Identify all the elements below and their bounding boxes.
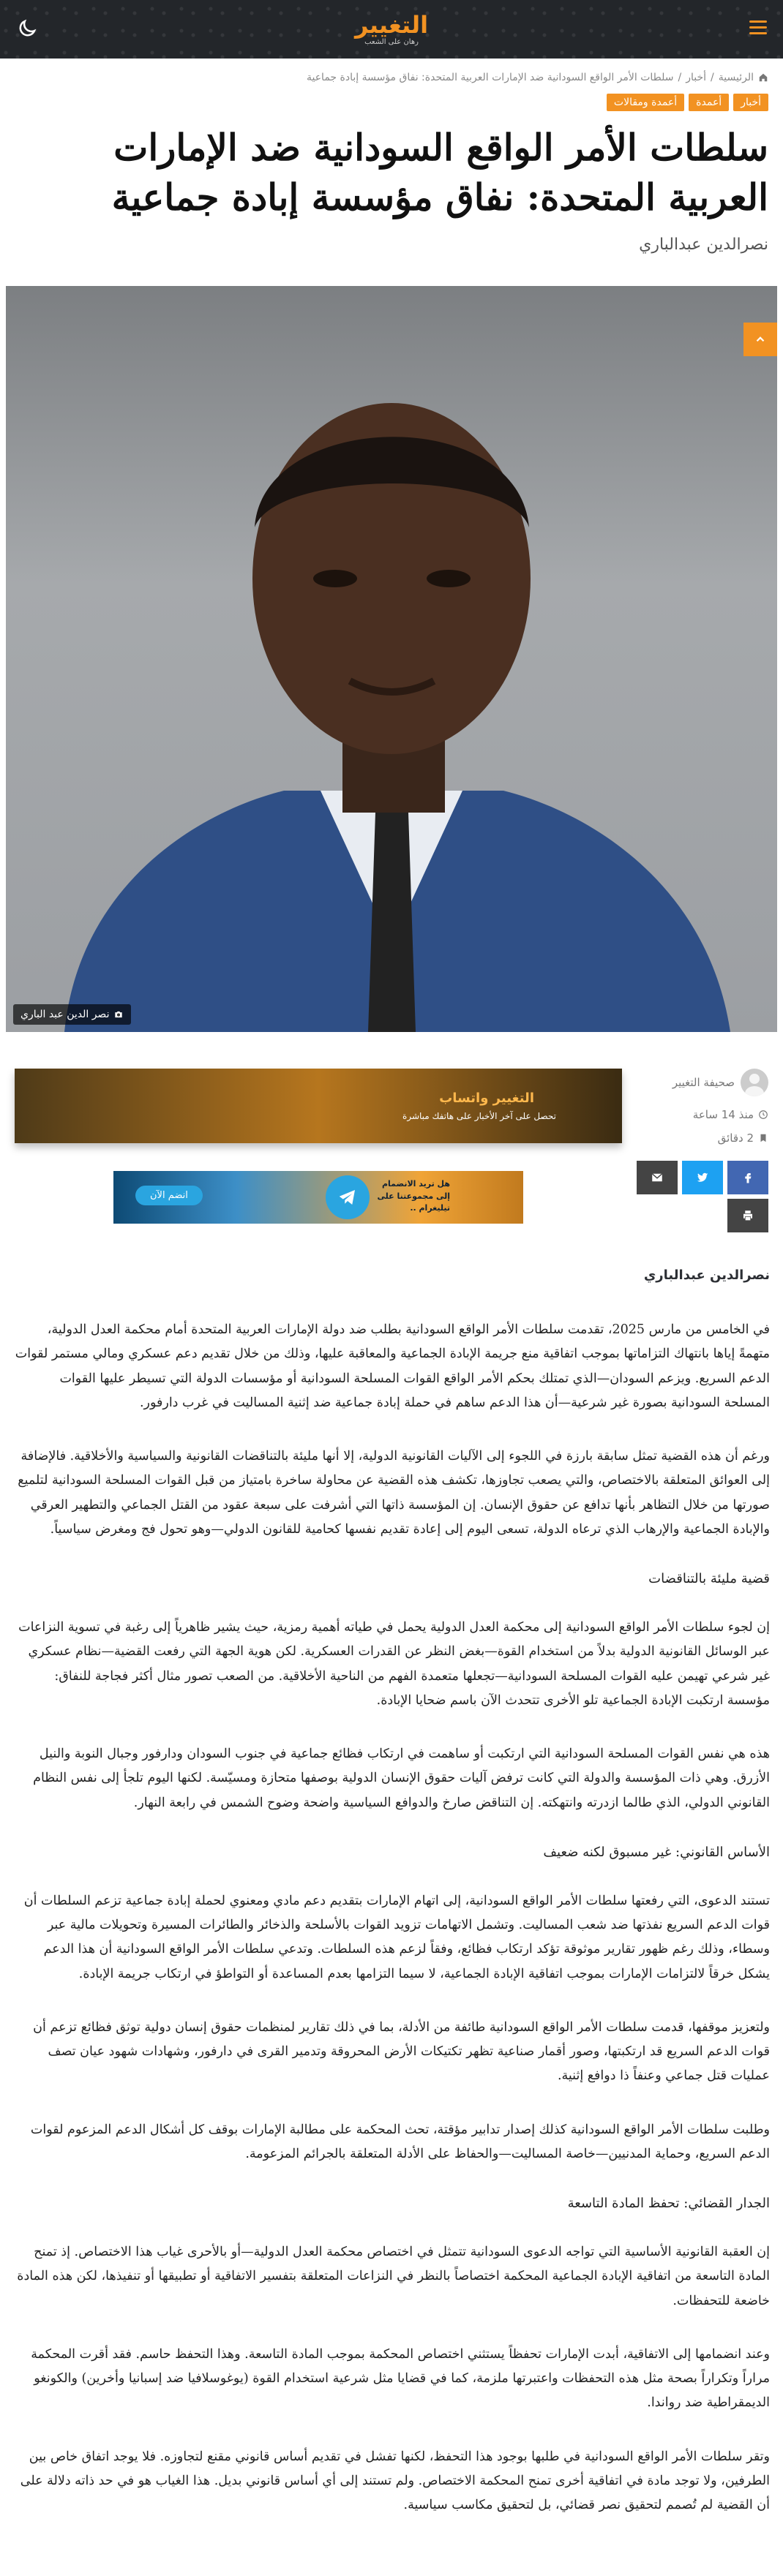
category-tags	[15, 94, 768, 111]
category-tag[interactable]: أعمدة	[689, 94, 729, 111]
article-paragraph: وطلبت سلطات الأمر الواقع السودانية كذلك إصدار تدابير مؤقتة، تحث المحكمة على مطالبة الإمارات بوقف كل أشكال الدعم المزعوم لقوات الدعم السريع، وحماية المدنيين—خاصة المساليت—والحفاظ على الأدلة المتعلقة بالجرائم المزعومة.	[30, 2122, 770, 2161]
envelope-icon	[651, 1171, 664, 1184]
breadcrumb-current: سلطات الأمر الواقع السودانية ضد الإمارات العربية المتحدة: نفاق مؤسسة إبادة جماعية	[306, 72, 674, 83]
article-paragraph: في الخامس من مارس 2025، تقدمت سلطات الأمر الواقع السودانية بطلب ضد دولة الإمارات العربية المتحدة أمام محكمة العدل الدولية، متهمةً إياها بانتهاك التزاماتها بموجب اتفاقية منع جريمة الإبادة الجماعية والمعاقبة عليها، وذلك من خلال تقديم دعم عسكري ومالي مستمر لقوات الدعم السريع. ويزعم السودان—الذي تمتلك بحكم الأمر الواقع القوات المسلحة السودانية أو مؤسسات الدولة التي تسيطر عليها القوات المسلحة السودانية بصورة غير شرعية—أن هذا الدعم ساهم في حملة إبادة جماعية ضد إثنية المساليت في غرب دارفور.	[15, 1322, 770, 1410]
article-paragraph: هذه هي نفس القوات المسلحة السودانية التي ارتكبت أو ساهمت في ارتكاب فظائع جماعية في جنوب السودان ودارفور وجبال النوبة والنيل الأزرق. وهي ذات المؤسسة والدولة التي كانت ترفض آليات حقوق الإنسان الدولية بوصفها متحازة ومسيّسة. لكنها اليوم تلجأ إلى نفس النظام القانوني الدولي، الذي طالما ازدرته وانتهكته. إن التناقض صارخ والدوافع السياسية واضحة وضوح الشمس في رابعة النهار.	[33, 1747, 770, 1810]
section-heading: قضية مليئة بالتناقضات	[648, 1571, 770, 1586]
facebook-share-button[interactable]	[727, 1161, 768, 1194]
meta-author[interactable]: صحيفة التغيير	[637, 1069, 768, 1096]
twitter-share-button[interactable]	[682, 1161, 723, 1194]
print-icon	[741, 1209, 754, 1222]
avatar	[741, 1069, 768, 1096]
facebook-icon	[741, 1171, 754, 1184]
portrait-illustration	[6, 286, 777, 1032]
category-tag[interactable]: أخبار	[733, 94, 768, 111]
article-byline: نصرالدين عبدالباري	[639, 236, 768, 254]
breadcrumb-section[interactable]: أخبار	[686, 72, 707, 83]
article-paragraph: وعند انضمامها إلى الاتفاقية، أبدت الإمارات تحفظاً يستثني اختصاص المحكمة بموجب المادة التاسعة. وهذا التحفظ حاسم. فقد أقرت المحكمة مراراً وتكراراً بصحة مثل هذه التحفظات واعتبرتها ملزمة، كما في قضايا مثل شرعية استخدام القوة (يوغوسلافيا ضد إسبانيا وأخرين) والكونغو الديمقراطية ضد رواندا.	[31, 2346, 770, 2411]
article-paragraph: ولتعزيز موقفها، قدمت سلطات الأمر الواقع السودانية طائفة من الأدلة، بما في ذلك تقارير لمنظمات حقوق إنسان دولية توثق فظائع تزعم أن قوات الدعم السريع قد ارتكبتها، وصور أقمار صناعية تظهر تكتيكات الأرض المحروقة وتدمير القرى في دارفور، وشهادات شهود عيان تصف عمليات قتل جماعي وعنفاً ذا دوافع إثنية.	[33, 2019, 770, 2084]
article-paragraph: إن العقبة القانونية الأساسية التي تواجه الدعوى السودانية تتمثل في اختصاص محكمة العدل الدولية—أو بالأحرى غياب هذا الاختصاص. إذ تمنح المادة التاسعة من اتفاقية الإبادة الجماعية المحكمة اختصاصاً بالنظر في النزاعات المتعلقة بتفسير الاتفاقية أو تطبيقها أو تنفيذها، لكن هذه المادة خاضعة للتحفظات.	[17, 2245, 770, 2308]
meta-read-time: 2 دقائق	[637, 1131, 768, 1145]
bookmark-small-icon	[758, 1133, 768, 1143]
share-buttons	[637, 1161, 768, 1232]
breadcrumb: الرئيسية / أخبار / سلطات الأمر الواقع السودانية ضد الإمارات العربية المتحدة: نفاق مؤسسة إبادة جماعية	[15, 59, 768, 94]
article-paragraph: تستند الدعوى، التي رفعتها سلطات الأمر الواقع السودانية، إلى اتهام الإمارات بتقديم دعم مادي ومعنوي لحملة إبادة جماعية تزعم السلطات أن قوات الدعم السريع نفذتها ضد شعب المساليت. وتشمل الاتهامات تزويد القوات بالأسلحة والذخائر والطائرات المسيرة وتحويلات مالية عبر وسطاء، وذلك رغم ظهور تقارير موثوقة تؤكد ارتكاب فظائع، وفقاً لزعم هذه السلطات. وتدعي سلطات الأمر الواقع السودانية أن هذا الدعم يشكل خرقاً لالتزامات الإمارات بموجب اتفاقية الإبادة الجماعية، لا سيما التزامها بعدم المساعدة أو التواطؤ في ارتكاب جريمة الإبادة.	[23, 1893, 770, 1981]
home-icon[interactable]	[758, 72, 768, 83]
logo-tagline: رهان على الشعب	[364, 37, 419, 46]
section-heading: الأساس القانوني: غير مسبوق لكنه ضعيف	[543, 1844, 770, 1860]
article-author-line: نصرالدين عبدالباري	[643, 1268, 770, 1283]
article-paragraph: وتقر سلطات الأمر الواقع السودانية في طلبها بوجود هذا التحفظ، لكنها تفشل في تقديم أساس قانوني مقنع لتجاوزه. فلا يوجد اتفاق خاص بين الطرفين، ولا توجد مادة في اتفاقية أخرى تمنح المحكمة الاختصاص. ولم تستند إلى أي أساس قانوني بديل. هذا الغياب هو في حد ذاته دلالة على أن القضية لم تُصمم لتحقيق نصر قضائي، بل لتحقيق مكاسب سياسية.	[20, 2449, 770, 2512]
article-body	[0, 1268, 783, 2576]
twitter-icon	[696, 1171, 709, 1184]
camera-icon	[113, 1009, 124, 1020]
category-tag[interactable]: أعمدة ومقالات	[607, 94, 684, 111]
site-header	[0, 0, 783, 59]
telegram-join-button[interactable]: انضم الآن	[135, 1186, 203, 1205]
article-title: سلطات الأمر الواقع السودانية ضد الإمارات العربية المتحدة: نفاق مؤسسة إبادة جماعية	[111, 126, 768, 219]
meta-time: منذ 14 ساعة	[637, 1108, 768, 1121]
article-paragraph: إن لجوء سلطات الأمر الواقع السودانية إلى محكمة العدل الدولية يحمل في طياته أهمية رمزية، حيث يشير ظاهرياً إلى رغبة في تسوية النزاعات عبر الوسائل القانونية الدولية بدلاً من استخدام القوة—بغض النظر عن القدرات العسكرية. لكن هوية الجهة التي رفعت القضية—نظام عسكري غير شرعي تهيمن عليه القوات المسلحة السودانية—تجعلها متعمدة الفهم من الناحية الأخلاقية. من الصعب تصور مثال أكثر فجاجة للنفاق: مؤسسة ارتكبت الإبادة الجماعية تلو الأخرى تتحدث الآن باسم ضحايا الإبادة.	[18, 1620, 770, 1708]
section-heading: الجدار القضائي: تحفظ المادة التاسعة	[567, 2196, 770, 2211]
hamburger-menu-icon[interactable]	[749, 20, 767, 38]
article-featured-image	[6, 286, 777, 1032]
email-share-button[interactable]	[637, 1161, 678, 1194]
image-caption: نصر الدين عبد الباري	[13, 1004, 131, 1025]
dark-mode-moon-icon[interactable]	[16, 18, 38, 39]
bookmark-icon[interactable]	[743, 323, 777, 356]
telegram-icon	[326, 1175, 370, 1219]
article-meta-sidebar	[637, 1069, 768, 1268]
print-button[interactable]	[727, 1199, 768, 1232]
clock-icon	[758, 1110, 768, 1120]
whatsapp-ad-banner[interactable]: التغيير واتساب تحصل على آخر الأخبار على هاتفك مباشرة	[15, 1069, 622, 1143]
site-logo[interactable]	[354, 10, 429, 46]
logo-text: التغيير	[354, 10, 429, 39]
telegram-ad-banner[interactable]: هل تريد الانضمام إلى مجموعتنا على تيليغرام .. انضم الآن	[113, 1171, 523, 1224]
article-paragraph: ورغم أن هذه القضية تمثل سابقة بارزة في اللجوء إلى الآليات القانونية الدولية، إلا أنها مليئة بالتناقضات القانونية والسياسية والأخلاقية. فالإضافة إلى العوائق المتعلقة بالاختصاص، والتي يصعب تجاوزها، تكشف هذه القضية عن محاولة ساخرة بامتياز من قبل القوات المسلحة السودانية لتلميع صورتها من خلال التظاهر بأنها تدافع عن حقوق الإنسان. إن المؤسسة ذاتها التي أشرفت على سبعة عقود من القتل الجماعي والتطهير العرقي والإبادة الجماعية والإرهاب الذي ترعاه الدولة، تسعى اليوم إلى إعادة تقديم نفسها كحامية للقانون الدولي—وهو تحول فج ومغرض سياسياً.	[18, 1449, 770, 1537]
breadcrumb-home[interactable]: الرئيسية	[718, 72, 754, 83]
